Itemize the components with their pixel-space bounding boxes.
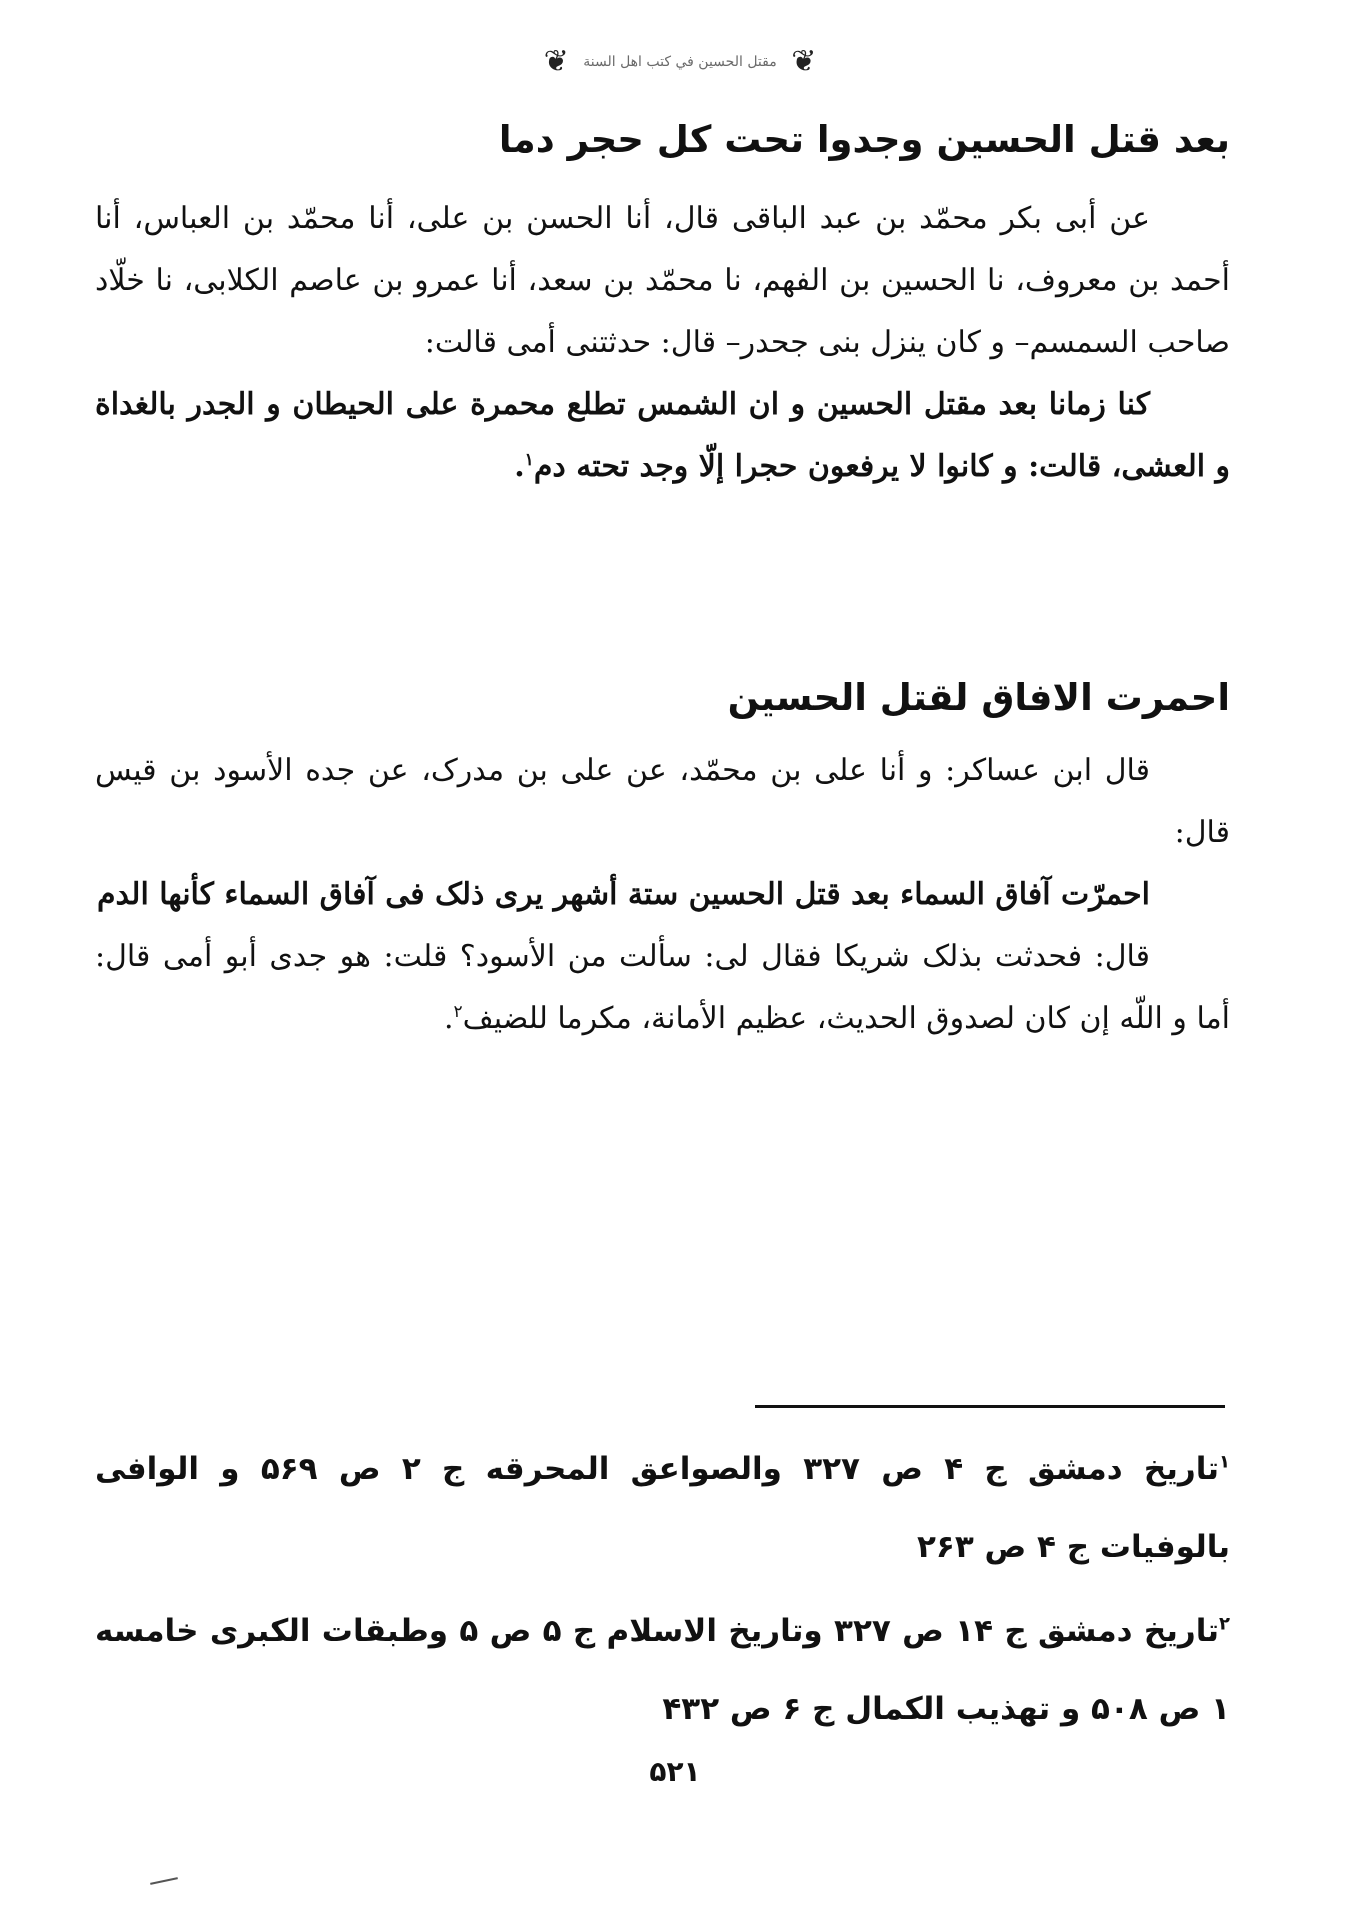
ornament-left-icon: ❦ <box>543 44 569 79</box>
running-header <box>440 42 920 82</box>
section-1-end: . <box>514 449 525 484</box>
footnote-ref-1[interactable]: ١ <box>524 450 534 470</box>
scan-mark <box>150 1877 178 1885</box>
running-header-text: مقتل الحسين في كتب اهل السنة <box>583 54 777 70</box>
ornament-right-icon: ❦ <box>791 44 817 79</box>
section-1-matn-text: كنا زمانا بعد مقتل الحسين و ان الشمس تطلع محمرة على الحيطان و الجدر بالغداة و العشى، قالت: و كانوا لا يرفعون حجرا إلّا وجد تحته دم <box>95 387 1230 484</box>
section-2-end: . <box>443 1001 454 1036</box>
section-2-isnad: قال ابن عساكر: و أنا على بن محمّد، عن على بن مدرک، عن جده الأسود بن قيس قال: <box>95 753 1230 850</box>
section-2-heading: احمرت الافاق لقتل الحسين <box>727 676 1230 719</box>
footnote-1-number: ١ <box>1219 1451 1231 1473</box>
footnote-2 <box>95 1592 1230 1748</box>
footnote-separator <box>755 1405 1225 1408</box>
footnote-1-text: تاريخ دمشق ج ۴ ص ٣٢٧ والصواعق المحرقه ج ٢ ص ۵۶٩ و الوافى بالوفيات ج ۴ ص ٢۶٣ <box>95 1451 1230 1565</box>
footnote-2-text: تاريخ دمشق ج ١۴ ص ٣٢٧ وتاريخ الاسلام ج ۵ ص ۵ وطبقات الكبرى خامسه ١ ص ۵٠٨ و تهذيب الكمال ج ۶ ص ۴٣٢ <box>95 1613 1230 1727</box>
section-1-matn <box>95 374 1230 498</box>
section-2-matn: احمرّت آفاق السماء بعد قتل الحسين ستة أشهر يرى ذلک فى آفاق السماء كأنها الدم <box>96 877 1150 912</box>
footnote-ref-2[interactable]: ٢ <box>453 1002 463 1022</box>
section-2-comment-text: قال: فحدثت بذلک شريكا فقال لى: سألت من الأسود؟ قلت: هو جدى أبو أمى قال: أما و اللّه إن كان لصدوق الحديث، عظيم الأمانة، مكرما للضيف <box>95 939 1230 1036</box>
footnote-1 <box>95 1430 1230 1586</box>
page-number: ۵٢١ <box>649 1755 701 1788</box>
section-2 <box>95 670 1230 1050</box>
section-1-isnad: عن أبى بكر محمّد بن عبد الباقى قال، أنا الحسن بن على، أنا محمّد بن العباس، أنا أحمد بن معروف، نا الحسين بن الفهم، نا محمّد بن سعد، أنا عمرو بن عاصم الكلابى، نا خلّاد صاحب السمسم– و كان ينزل بنى جحدر– قال: حدثتنى أمى قالت: <box>95 201 1230 360</box>
section-1-heading: بعد قتل الحسين وجدوا تحت كل حجر دما <box>498 118 1230 161</box>
section-2-comment <box>95 926 1230 1050</box>
section-1 <box>95 112 1230 498</box>
footnote-2-number: ٢ <box>1219 1613 1231 1635</box>
